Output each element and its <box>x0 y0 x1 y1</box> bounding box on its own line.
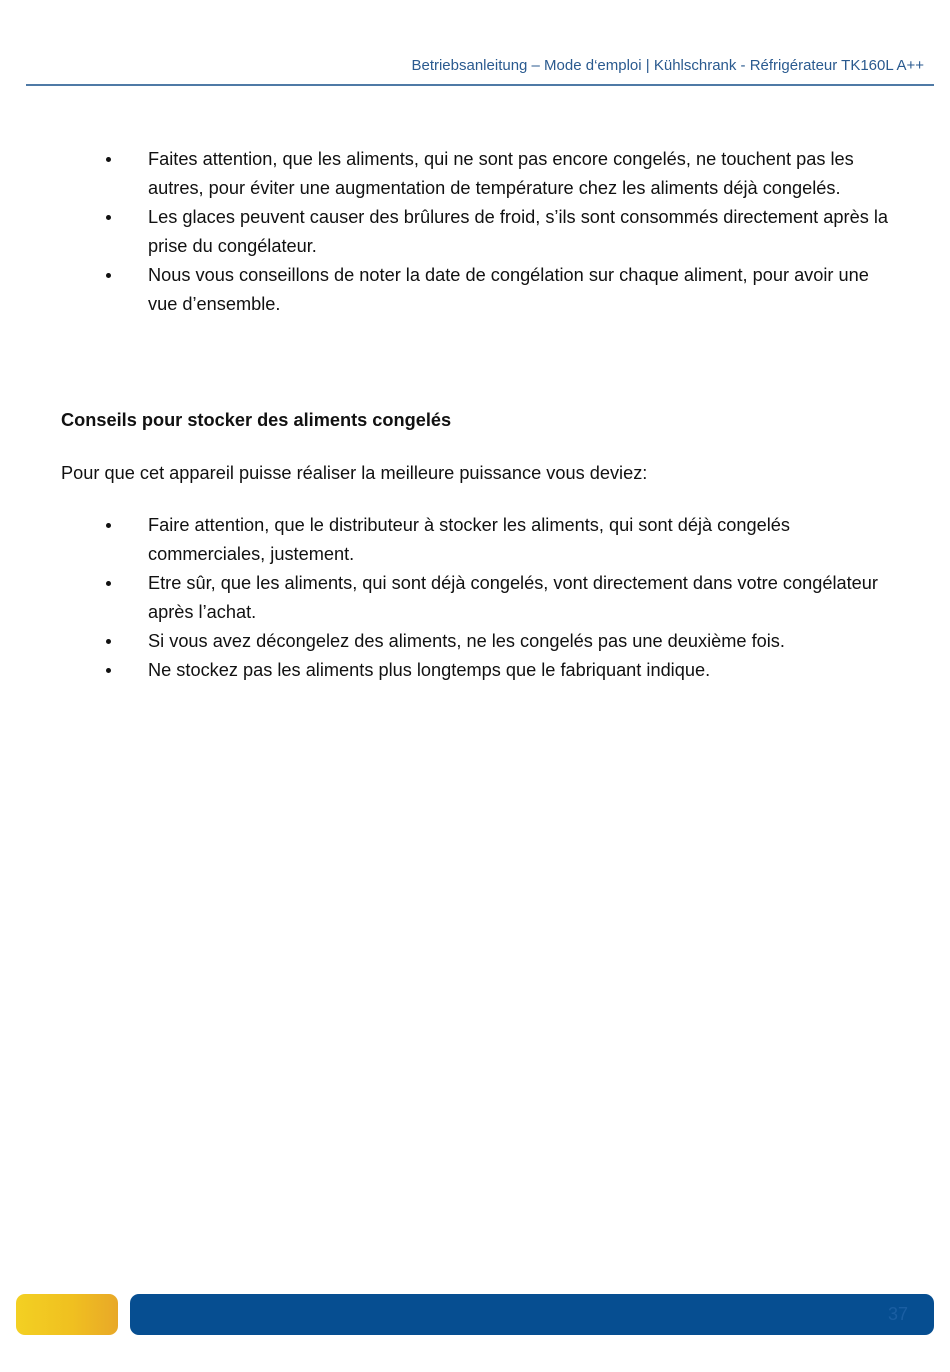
bullet-icon <box>106 215 111 220</box>
bullet-icon <box>106 157 111 162</box>
footer-accent-bar <box>16 1294 118 1335</box>
list-item-text: Faites attention, que les aliments, qui ne sont pas encore congelés, ne touchent pas les autres, pour éviter une augmentation de température chez les aliments déjà congelés. <box>148 149 854 198</box>
list-item <box>98 656 898 685</box>
bullet-list-storage <box>98 511 898 685</box>
header-title: Betriebsanleitung – Mode d‘emploi | Kühlschrank - Réfrigérateur TK160L A++ <box>411 57 924 74</box>
section-intro: Pour que cet appareil puisse réaliser la meilleure puissance vous deviez: <box>61 463 648 483</box>
list-item <box>98 511 898 569</box>
bullet-icon <box>106 523 111 528</box>
bullet-icon <box>106 581 111 586</box>
page-number: 37 <box>887 1304 908 1324</box>
list-item-text: Etre sûr, que les aliments, qui sont déjà congelés, vont directement dans votre congélateur après l’achat. <box>148 573 878 622</box>
list-item-text: Ne stockez pas les aliments plus longtemps que le fabriquant indique. <box>148 660 711 680</box>
list-item-text: Nous vous conseillons de noter la date de congélation sur chaque aliment, pour avoir une vue d’ensemble. <box>148 265 869 314</box>
list-item <box>98 627 898 656</box>
list-item <box>98 261 898 319</box>
bullet-icon <box>106 273 111 278</box>
list-item <box>98 569 898 627</box>
list-item <box>98 203 898 261</box>
footer-bar <box>130 1294 934 1335</box>
header-divider <box>26 84 934 86</box>
section-heading: Conseils pour stocker des aliments congelés <box>61 410 452 430</box>
list-item-text: Faire attention, que le distributeur à stocker les aliments, qui sont déjà congelés commerciales, justement. <box>148 515 790 564</box>
bullet-icon <box>106 668 111 673</box>
list-item-text: Les glaces peuvent causer des brûlures de froid, s’ils sont consommés directement après la prise du congélateur. <box>148 207 888 256</box>
list-item-text: Si vous avez décongelez des aliments, ne les congelés pas une deuxième fois. <box>148 631 785 651</box>
page-header <box>0 0 950 86</box>
list-item <box>98 145 898 203</box>
bullet-list-freezing <box>98 145 898 319</box>
bullet-icon <box>106 639 111 644</box>
